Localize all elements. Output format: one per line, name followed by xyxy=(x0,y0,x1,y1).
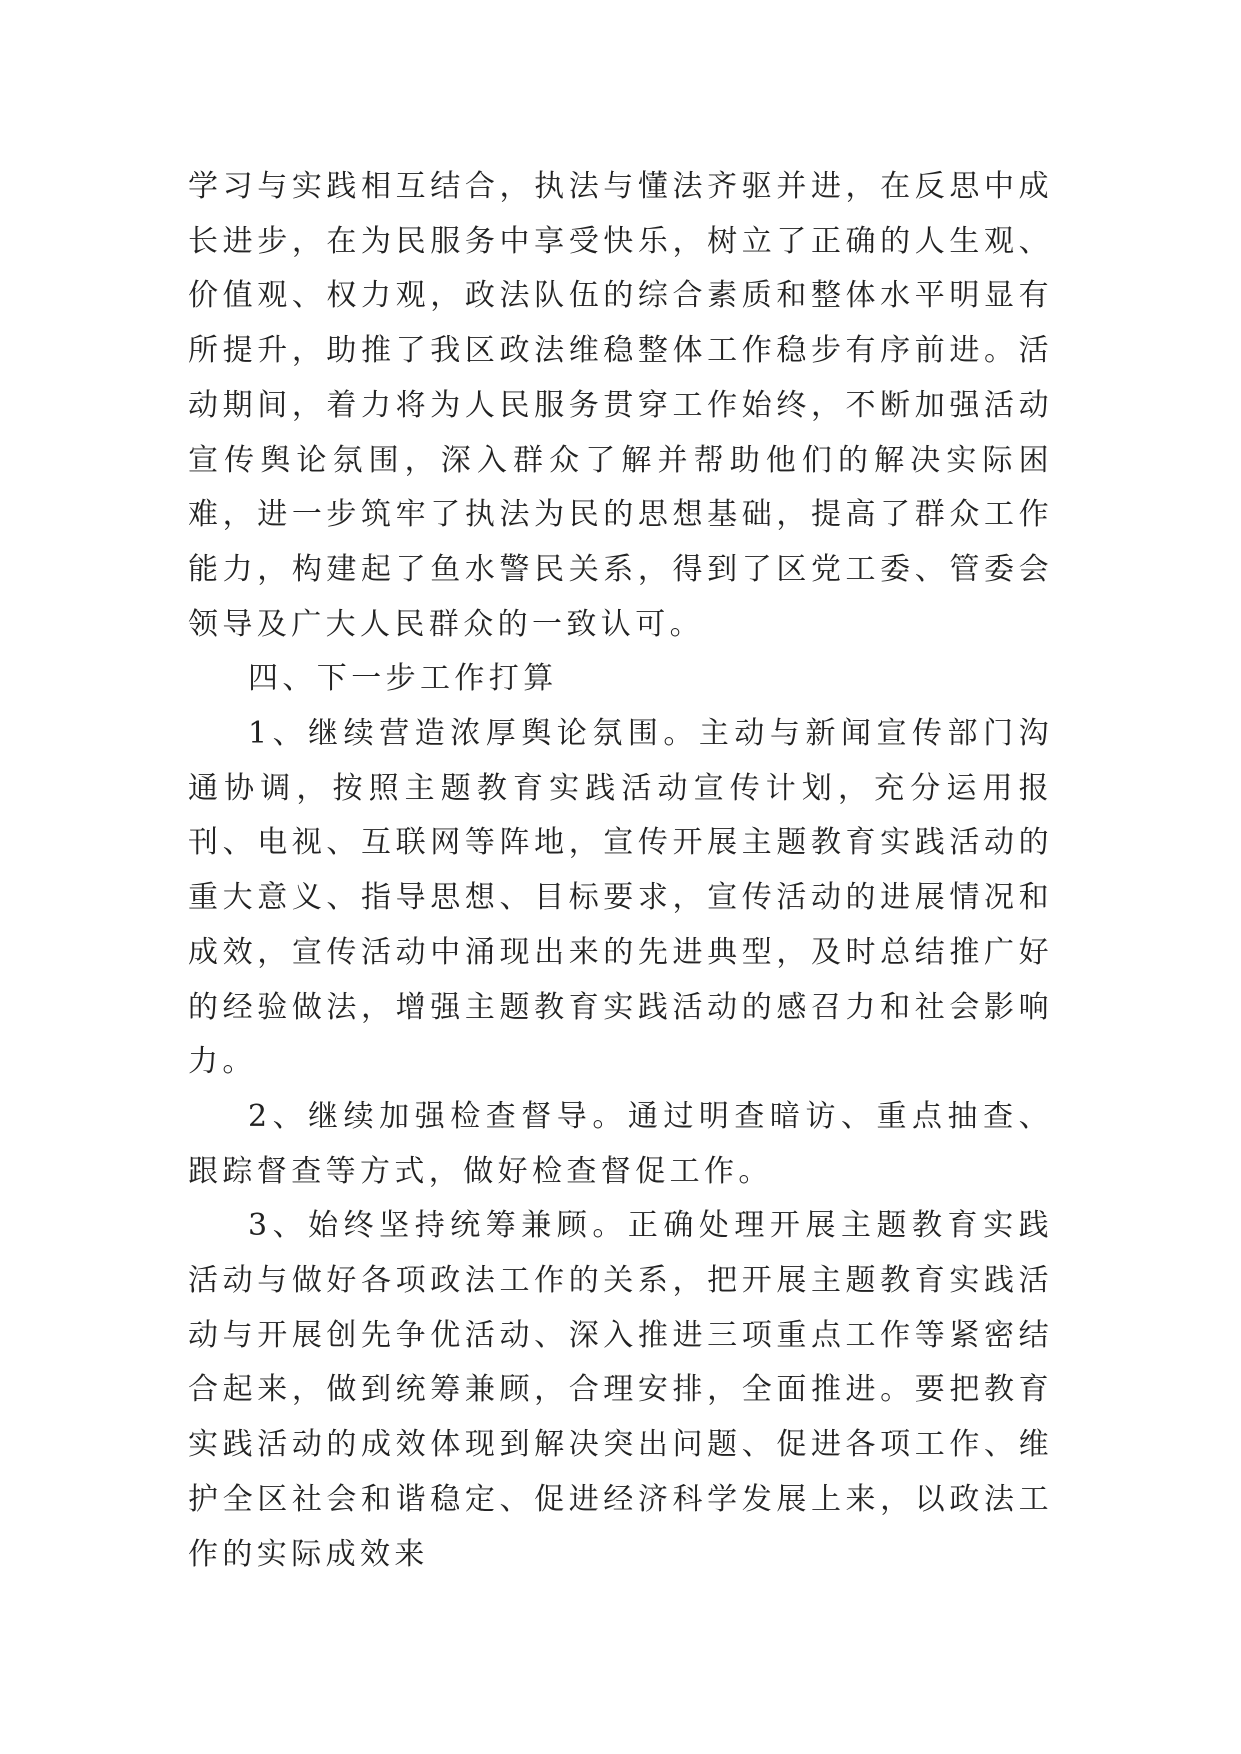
paragraph-item-3: 3、始终坚持统筹兼顾。正确处理开展主题教育实践活动与做好各项政法工作的关系，把开展主题教育实践活动与开展创先争优活动、深入推进三项重点工作等紧密结合起来，做到统筹兼顾，合理安排，全面推进。要把教育实践活动的成效体现到解决突出问题、促进各项工作、维护全区社会和谐稳定、促进经济科学发展上来，以政法工作的实际成效来 xyxy=(188,1208,1053,1572)
section-heading: 四、下一步工作打算 xyxy=(248,661,558,697)
paragraph-item-1: 1、继续营造浓厚舆论氛围。主动与新闻宣传部门沟通协调，按照主题教育实践活动宣传计划，充分运用报刊、电视、互联网等阵地，宣传开展主题教育实践活动的重大意义、指导思想、目标要求，宣传活动的进展情况和成效，宣传活动中涌现出来的先进典型，及时总结推广好的经验做法，增强主题教育实践活动的感召力和社会影响力。 xyxy=(188,716,1053,1080)
paragraph-continuation: 学习与实践相互结合，执法与懂法齐驱并进，在反思中成长进步，在为民服务中享受快乐，树立了正确的人生观、价值观、权力观，政法队伍的综合素质和整体水平明显有所提升，助推了我区政法维稳整体工作稳步有序前进。活动期间，着力将为人民服务贯穿工作始终，不断加强活动宣传舆论氛围，深入群众了解并帮助他们的解决实际困难，进一步筑牢了执法为民的思想基础，提高了群众工作能力，构建起了鱼水警民关系，得到了区党工委、管委会领导及广大人民群众的一致认可。 xyxy=(188,169,1053,642)
document-body xyxy=(188,160,1053,1582)
paragraph-item-2: 2、继续加强检查督导。通过明查暗访、重点抽查、跟踪督查等方式，做好检查督促工作。 xyxy=(188,1098,1053,1189)
